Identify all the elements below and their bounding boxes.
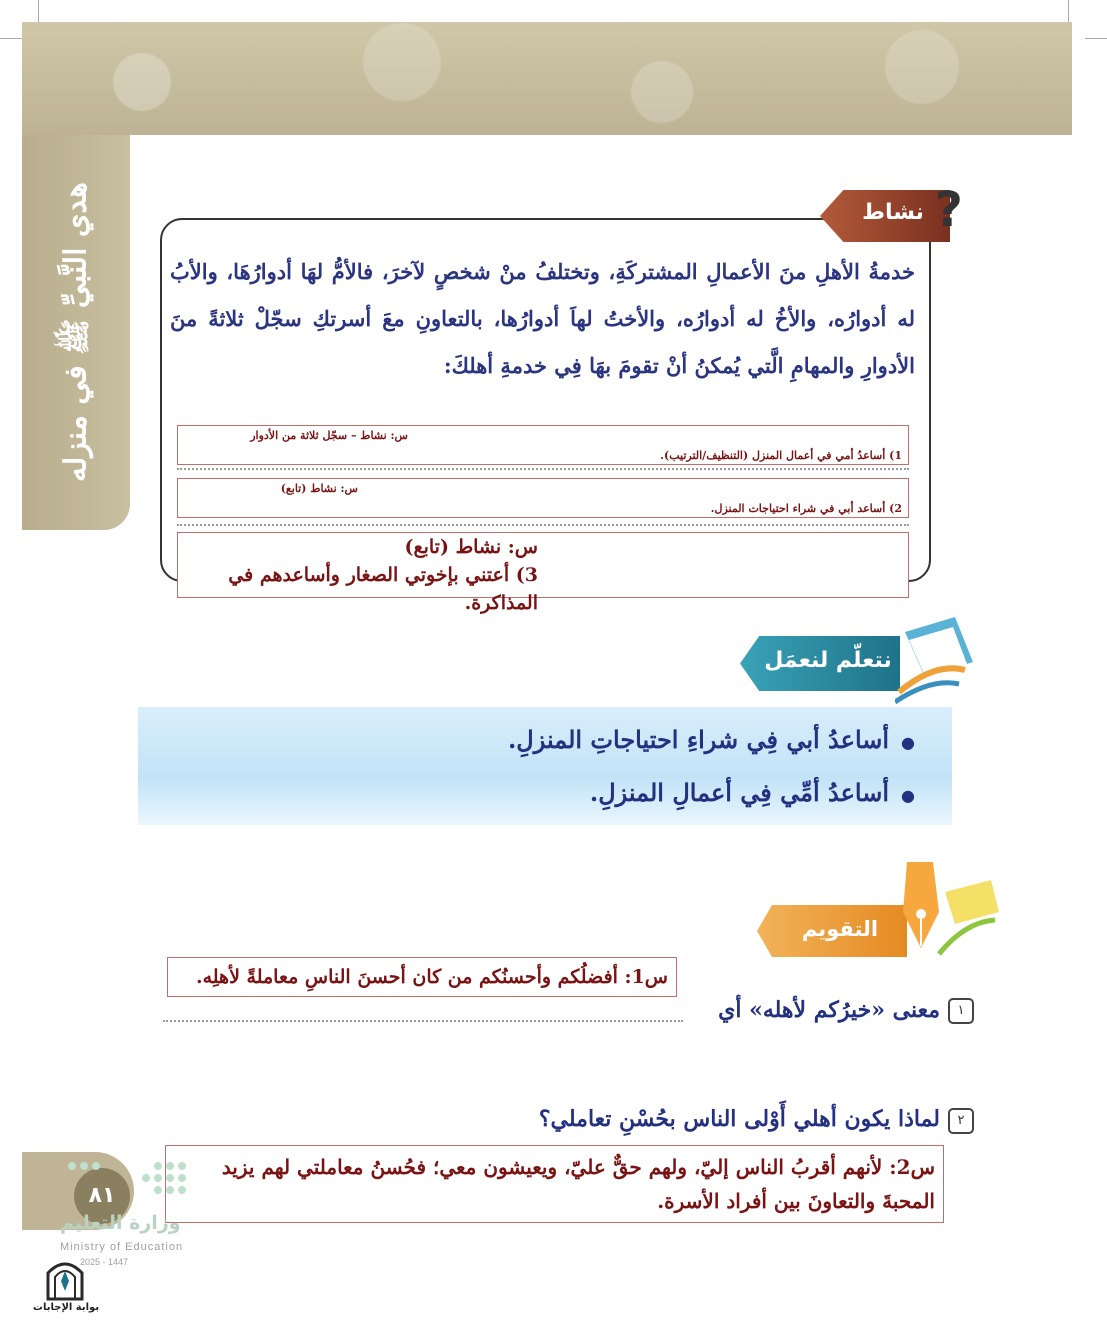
question-mark-icon: ? <box>935 182 963 238</box>
answer-line <box>177 468 909 470</box>
answer-2-text: 2) أساعد أبي في شراء احتياجات المنزل. <box>710 502 902 515</box>
learn-item: ● أساعدُ أمِّي فِي أعمالِ المنزلِ. <box>160 768 915 821</box>
ministry-year: 2025 - 1447 <box>80 1257 129 1267</box>
answer-line <box>163 1020 683 1022</box>
activity-text: خدمةُ الأهلِ منَ الأعمالِ المشتركَةِ، وتختلفُ منْ شخصٍ لآخرَ، فالأمُّ لهَا أدوارُهَا، والأبُ له أدوارُه، والأخُ له أدوارُه، والأختُ لهاَ أدوارُها، بالتعاونِ معَ أسرتكِ سجّلْ ثلاثةً منَ الأدوارِ والمهامِ الَّتي يُمكنُ أنْ تقومَ بهَا فِي خدمةِ أهلكَ: <box>170 259 915 378</box>
evaluation-tag-label: التقويم <box>801 917 879 941</box>
answer-2-question: س: نشاط (تابع) <box>280 482 358 495</box>
crop-mark <box>38 0 39 22</box>
answer-1-question: س: نشاط – سجّل ثلاثة من الأدوار <box>250 429 408 442</box>
eval-answer-1 <box>167 957 677 997</box>
answer-1-text: 1) أساعدُ أمي في أعمال المنزل (التنظيف/الترتيب). <box>660 449 902 462</box>
learn-list <box>160 715 915 821</box>
eval-answer-2-text: س2: لأنهم أقربُ الناس إليّ، ولهم حقٌّ عليّ، ويعيشون معي؛ فحُسنُ معاملتي لهم يزيد المحبةَ والتعاونَ بين أفراد الأسرة. <box>221 1155 935 1213</box>
question-1-text: معنى «خيرُكم لأهله» أي <box>718 997 940 1023</box>
question-2-text: لماذا يكون أهلي أَوْلى الناس بحُسْنِ تعاملي؟ <box>538 1106 940 1132</box>
crop-mark <box>0 38 22 39</box>
activity-tag-label: نشاط <box>862 200 924 225</box>
lesson-title: هدي النَّبيِّ ﷺ في منزله <box>58 182 94 483</box>
pen-icon <box>895 862 1001 958</box>
answer-box-2 <box>177 478 909 518</box>
crop-mark <box>1068 0 1069 22</box>
page-number: ٨١ <box>74 1168 130 1224</box>
eval-answer-2 <box>165 1145 944 1223</box>
ministry-name-english: Ministry of Education <box>60 1241 184 1253</box>
ministry-logo-icon <box>62 1158 202 1208</box>
crop-mark <box>1085 38 1107 39</box>
answer-box-3 <box>177 532 909 614</box>
learn-tag-label: نتعلّم لنعمَل <box>764 648 892 673</box>
answer-box-1 <box>177 425 909 465</box>
book-icon <box>895 612 977 704</box>
answer-3-text: 3) أعتني بإخوتي الصغار وأساعدهم في المذاكرة. <box>228 564 538 614</box>
ministry-name-arabic: وزارة التعليم <box>60 1212 181 1234</box>
answers-gate-label: بوابة الإجابات <box>32 1302 100 1313</box>
answers-gate-logo-icon <box>42 1255 88 1301</box>
header-pattern-band <box>22 22 1072 135</box>
question-1-number: ١ <box>948 998 974 1024</box>
question-2-number: ٢ <box>948 1108 974 1134</box>
answer-3-question: س: نشاط (تابع) <box>404 536 538 558</box>
learn-item: ● أساعدُ أبي فِي شراءِ احتياجاتِ المنزلِ. <box>160 715 915 768</box>
eval-answer-1-text: س1: أفضلُكم وأحسنُكم من كان أحسنَ الناسِ معاملةً لأهلِه. <box>195 966 668 988</box>
answer-line <box>177 524 909 526</box>
